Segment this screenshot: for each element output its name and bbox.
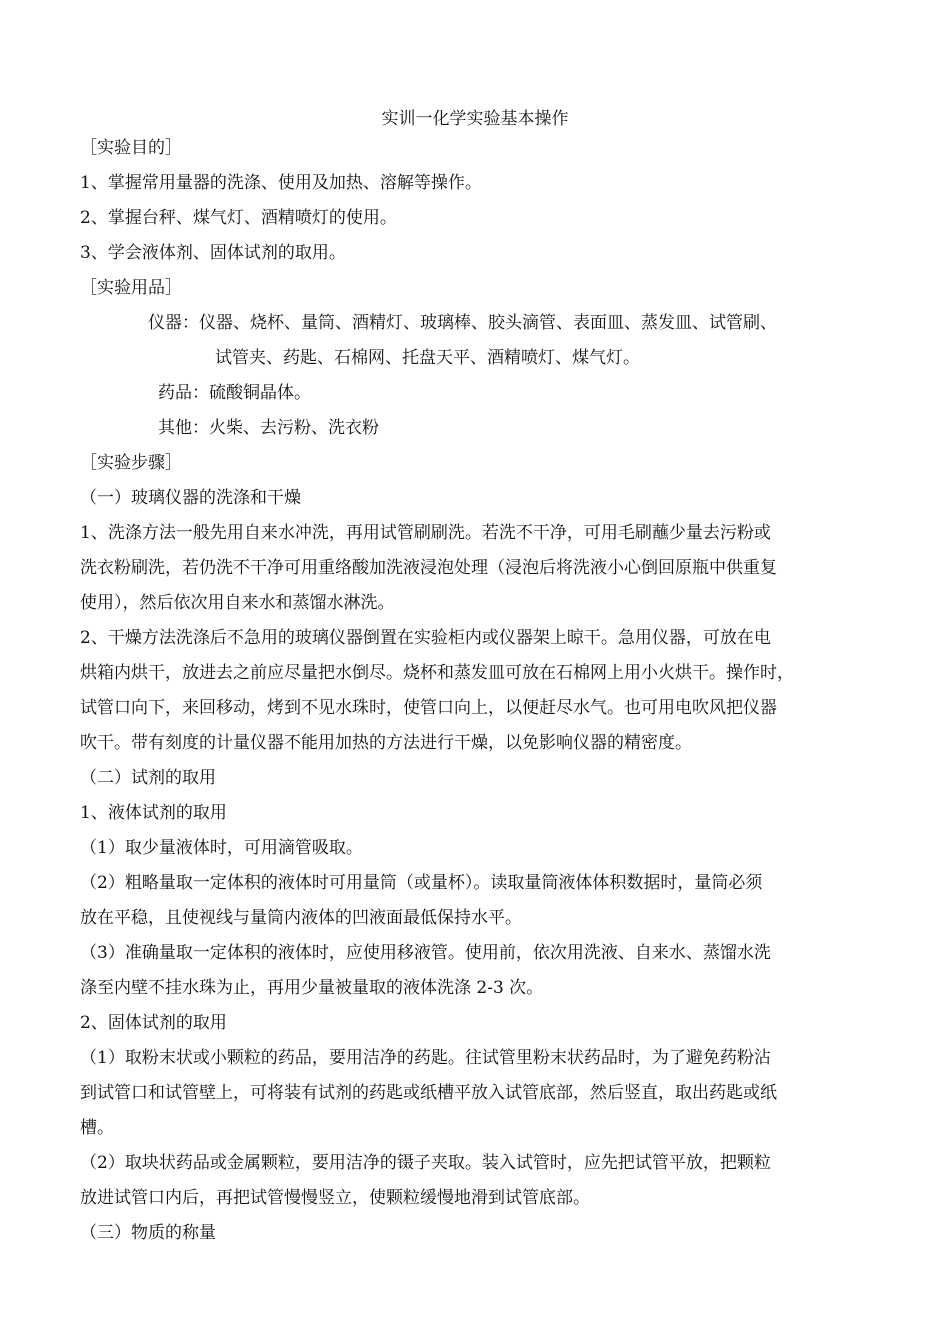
document-body [80,131,880,1251]
supplies-other: 其他：火柴、去污粉、洗衣粉 [158,418,379,438]
paragraph-line: （1）取粉末状或小颗粒的药品，要用洁净的药匙。往试管里粉末状药品时，为了避免药粉沾 [80,1048,771,1068]
paragraph-line: 洗衣粉刷洗，若仍洗不干净可用重络酸加洗液浸泡处理（浸泡后将洗液小心倒回原瓶中供重复 [80,558,777,578]
subheading-glassware: （一）玻璃仪器的洗涤和干燥 [80,488,301,508]
paragraph-line: 到试管口和试管壁上，可将装有试剂的药匙或纸槽平放入试管底部，然后竖直，取出药匙或纸 [80,1083,777,1103]
paragraph-line: 试管口向下，来回移动，烤到不见水珠时，使管口向上，以便赶尽水气。也可用电吹风把仪器 [80,698,777,718]
subheading-weighing: （三）物质的称量 [80,1223,216,1243]
paragraph-line: 烘箱内烘干，放进去之前应尽量把水倒尽。烧杯和蒸发皿可放在石棉网上用小火烘干。操作时， [80,663,794,683]
purpose-item-3: 3、学会液体剂、固体试剂的取用。 [80,243,346,263]
supplies-instruments: 仪器：仪器、烧杯、量筒、酒精灯、玻璃棒、胶头滴管、表面皿、蒸发皿、试管刷、 [148,313,777,333]
supplies-instruments-cont: 试管夹、药匙、石棉网、托盘天平、酒精喷灯、煤气灯。 [215,348,640,368]
purpose-item-1: 1、掌握常用量器的洗涤、使用及加热、溶解等操作。 [80,173,482,193]
paragraph-line: 使用），然后依次用自来水和蒸馏水淋洗。 [80,593,395,613]
paragraph-line: 放进试管口内后，再把试管慢慢竖立，使颗粒缓慢地滑到试管底部。 [80,1188,590,1208]
supplies-chemicals: 药品：硫酸铜晶体。 [158,383,311,403]
paragraph-line: （1）取少量液体时，可用滴管吸取。 [80,838,363,858]
subheading-reagents: （二）试剂的取用 [80,768,216,788]
section-heading-supplies: ［实验用品］ [80,278,182,298]
document-title: 实训一化学实验基本操作 [381,109,569,129]
subheading-solid-reagents: 2、固体试剂的取用 [80,1013,227,1033]
paragraph-line: 放在平稳，且使视线与量筒内液体的凹液面最低保持水平。 [80,908,522,928]
section-heading-purpose: ［实验目的］ [80,138,182,158]
section-heading-steps: ［实验步骤］ [80,453,182,473]
paragraph-line: 涤至内壁不挂水珠为止，再用少量被量取的液体洗涤 2-3 次。 [80,978,544,998]
paragraph-line: （3）准确量取一定体积的液体时，应使用移液管。使用前，依次用洗液、自来水、蒸馏水洗 [80,943,771,963]
purpose-item-2: 2、掌握台秤、煤气灯、酒精喷灯的使用。 [80,208,397,228]
paragraph-line: （2）粗略量取一定体积的液体时可用量筒（或量杯）。读取量筒液体体积数据时，量筒必须 [80,873,763,893]
paragraph-line: 吹干。带有刻度的计量仪器不能用加热的方法进行干燥，以免影响仪器的精密度。 [80,733,692,753]
paragraph-line: 2、干燥方法洗涤后不急用的玻璃仪器倒置在实验柜内或仪器架上晾干。急用仪器，可放在电 [80,628,771,648]
paragraph-line: 槽。 [80,1118,114,1138]
paragraph-line: （2）取块状药品或金属颗粒，要用洁净的镊子夹取。装入试管时，应先把试管平放，把颗粒 [80,1153,771,1173]
subheading-liquid-reagents: 1、液体试剂的取用 [80,803,227,823]
paragraph-line: 1、洗涤方法一般先用自来水冲洗，再用试管刷刷洗。若洗不干净，可用毛刷蘸少量去污粉或 [80,523,771,543]
